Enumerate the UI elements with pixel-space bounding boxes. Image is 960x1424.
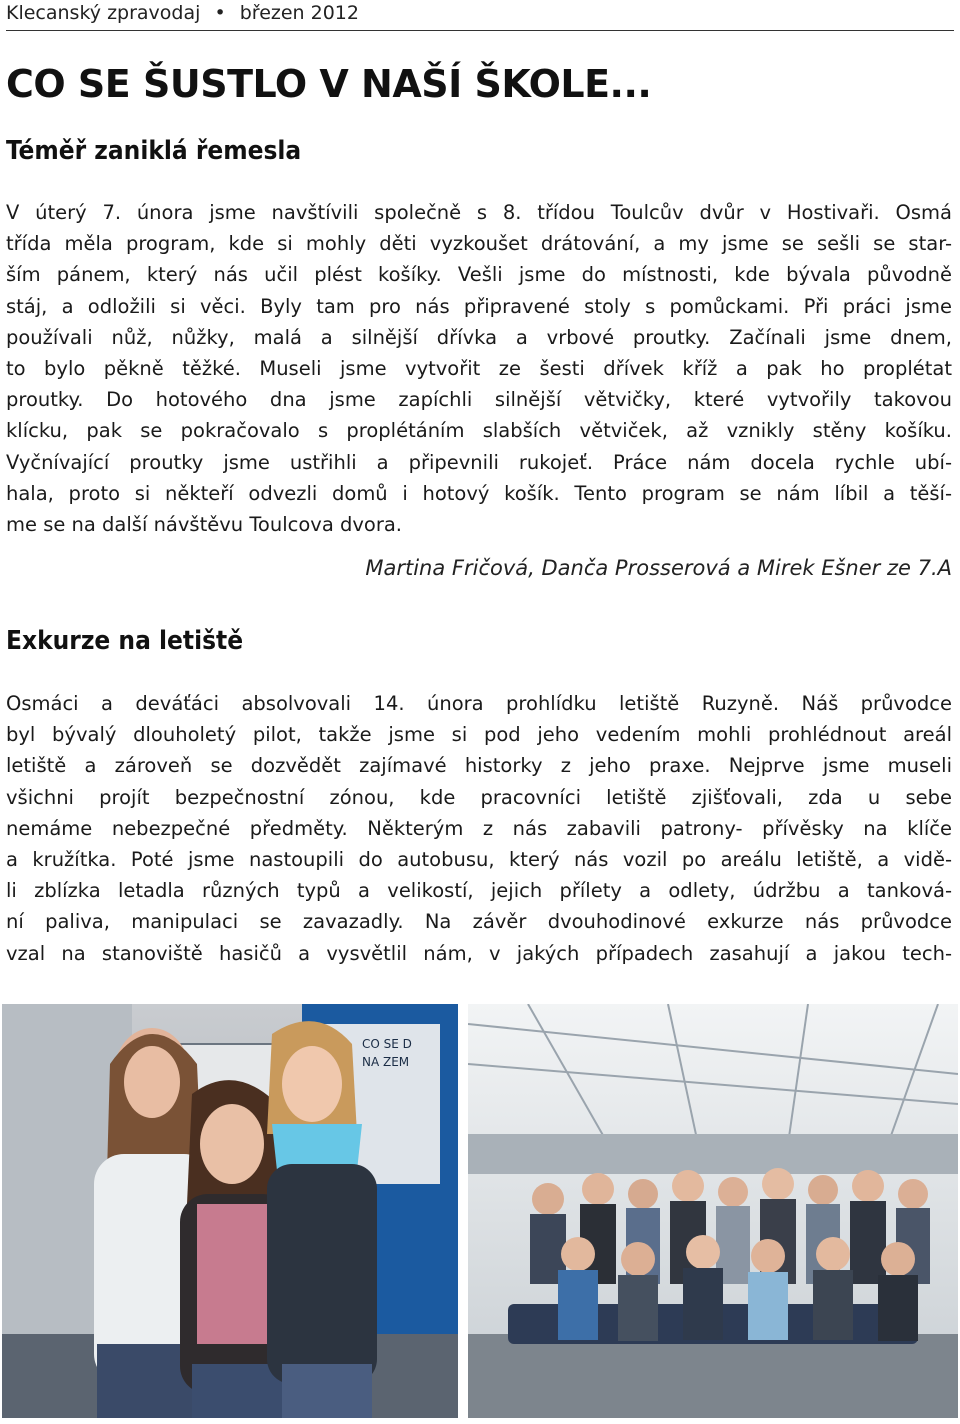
article1-signature: Martina Fričová, Danča Prosserová a Mirek Ešner ze 7.A: [365, 556, 952, 580]
article1-line: hala, proto si někteří odvezli domů i hotový košík. Tento program se nám líbil a těší-: [6, 481, 952, 505]
page-header: [6, 2, 954, 31]
article1-line: stáj, a odložili si věci. Byly tam pro nás připravené stoly s pomůckami. Při práci jsme: [6, 294, 952, 318]
issue-date: březen 2012: [239, 2, 359, 24]
article2-line: všichni projít bezpečnostní zónou, kde pracovníci letiště zjišťovali, zda u sebe: [6, 785, 952, 809]
publication-name: Klecanský zpravodaj: [6, 2, 201, 24]
article2-line: letiště a zároveň se dozvědět zajímavé historky z jeho praxe. Nejprve jsme museli: [6, 754, 952, 778]
article2-body: [6, 688, 952, 969]
article1-line: používali nůž, nůžky, malá a silnější dřívka a vrbové proutky. Začínali jsme dnem,: [6, 325, 952, 349]
article1-body: [6, 197, 952, 540]
article1-line: Vyčnívající proutky jsme ustřihli a připevnili rukojeť. Práce nám docela rychle ubí-: [6, 450, 952, 474]
photo-class-group: [468, 1004, 958, 1418]
article1-heading: Téměř zaniklá řemesla: [6, 136, 302, 166]
poster-text: CO SE D: [362, 1037, 412, 1051]
article2-heading: Exkurze na letiště: [6, 626, 244, 656]
article2-line: ní paliva, manipulaci se zavazadly. Na závěr dvouhodinové exkurze nás průvodce: [6, 910, 952, 934]
article1-line: ším pánem, který nás učil plést košíky. Vešli jsme do místnosti, kde bývala původně: [6, 263, 952, 287]
photo-three-girls: [2, 1004, 458, 1418]
article2-line: vzal na stanoviště hasičů a vysvětlil nám, v jakých případech zasahují a jakou tech-: [6, 941, 952, 965]
poster-text: NA ZEM: [362, 1055, 410, 1069]
article1-line: klícku, pak se pokračovalo s proplétáním slabších větviček, až vznikly stěny košíku.: [6, 419, 952, 443]
article1-line: V úterý 7. února jsme navštívili společně s 8. třídou Toulcův dvůr v Hostivaři. Osmá: [6, 201, 952, 224]
article2-line: nemáme nebezpečné předměty. Některým z nás zabavili patrony- přívěsky na klíče: [6, 816, 952, 840]
article1-line: třída měla program, kde si mohly děti vyzkoušet drátování, a my jsme se sešli se star-: [6, 232, 952, 256]
page-title: CO SE ŠUSTLO V NAŠÍ ŠKOLE...: [6, 62, 652, 106]
article1-line: proutky. Do hotového dna jsme zapíchli silnější větvičky, které vytvořily takovou: [6, 388, 952, 412]
article2-line: a kružítka. Poté jsme nastoupili do autobusu, který nás vozil po areálu letiště, a vidě-: [6, 847, 952, 871]
article1-line: me se na další návštěvu Toulcova dvora.: [6, 512, 402, 536]
article2-line: Osmáci a deváťáci absolvovali 14. února prohlídku letiště Ruzyně. Náš průvodce: [6, 692, 952, 715]
article1-line: to bylo pěkně těžké. Museli jsme vytvořit ze šesti dřívek kříž a pak ho proplétat: [6, 356, 952, 380]
article2-line: li zblízka letadla různých typů a velikostí, jejich přílety a odlety, údržbu a tanková-: [6, 879, 952, 903]
header-separator: •: [214, 2, 226, 24]
article2-line: byl bývalý dlouholetý pilot, takže jsme si pod jeho vedením mohli prohlédnout areál: [6, 723, 952, 747]
